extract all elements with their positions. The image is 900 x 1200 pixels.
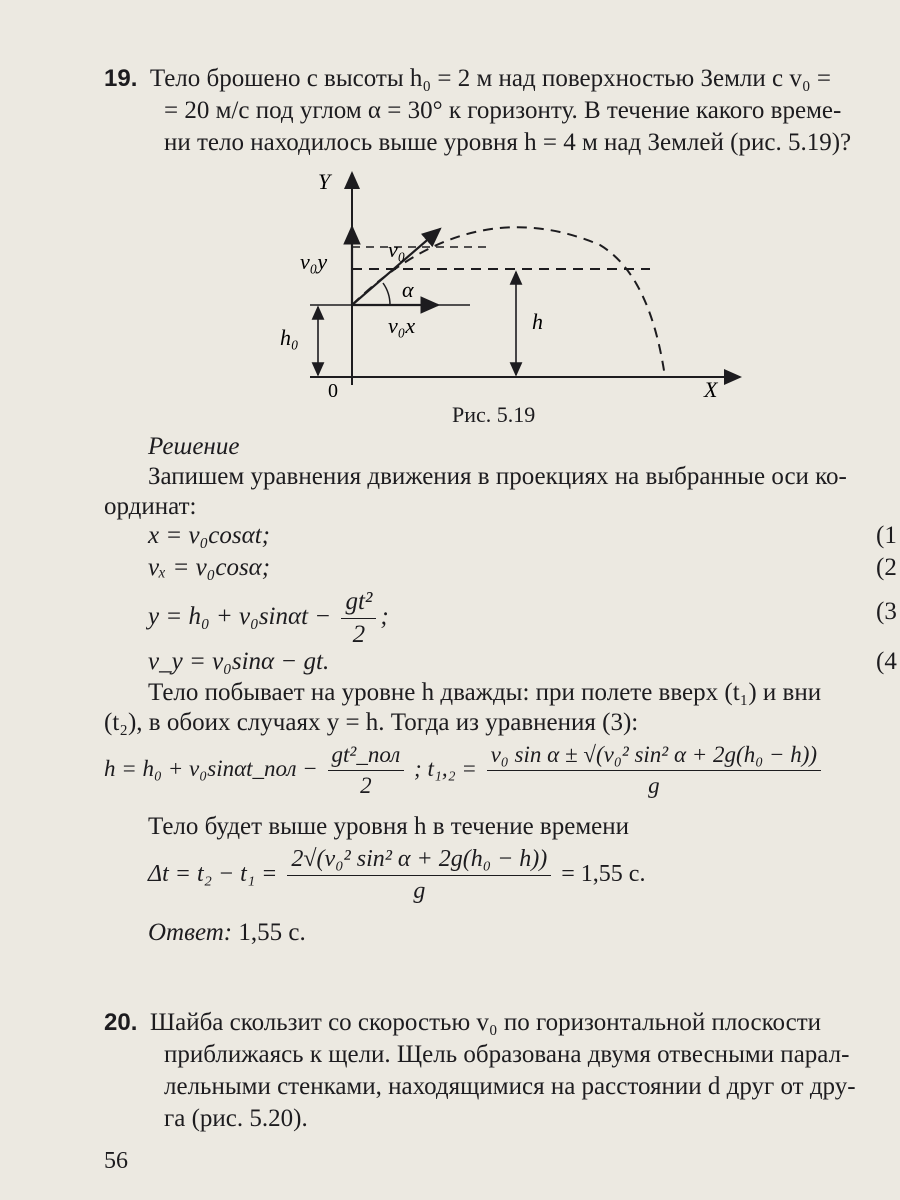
equation-1: x = v₀cosαt; [148,522,270,549]
text-above-level: Тело будет выше уровня h в течение времени [148,813,630,840]
problem-19-line-1 [104,64,831,94]
equation-1-number: (1 [876,522,897,549]
equation-2-number: (2 [876,554,897,581]
problem-19-line-3: ни тело находилось выше уровня h = 4 м над Землей (рис. 5.19)? [164,129,852,156]
x-axis-label: X [704,377,718,402]
problem-20-line-4: га (рис. 5.20). [164,1105,308,1132]
equation-4-number: (4 [876,648,897,675]
equation-3-frac-bottom: 2 [352,621,366,648]
solution-intro-line-1: Запишем уравнения движения в проекциях на выбранные оси ко- [148,463,847,490]
solution-intro-line-2: ординат: [104,493,197,520]
alpha-arc [383,283,390,305]
equation-5 [104,742,825,799]
text-two-times-line-2: (t₂), в обоих случаях y = h. Тогда из уравнения (3): [104,709,639,736]
problem-19-number: 19. [104,65,138,92]
equation-2: vₓ = v₀cosα; [148,554,271,581]
equation-4: v_y = v₀sinα − gt. [148,648,330,675]
problem-20-line-3: лельными стенками, находящимися на расстоянии d друг от дру- [164,1073,856,1100]
equation-3-left: y = h₀ + v₀sinαt − [148,603,332,631]
equation-3-end: ; [380,603,389,631]
problem-19-line-2: = 20 м/с под углом α = 30° к горизонту. В течение какого време- [164,97,842,124]
page-number: 56 [104,1148,128,1174]
answer-value: 1,55 с. [238,919,306,946]
origin-label: 0 [328,380,338,402]
equation-6-frac-bottom: g [413,878,426,904]
h-label: h [532,309,543,334]
problem-20-text-1: Шайба скользит со скоростью v₀ по горизонтальной плоскости [149,1009,821,1036]
equation-5-frac-bottom: 2 [360,773,372,798]
equation-6-result: = 1,55 с. [561,861,646,888]
equation-5-frac-top: gt²_пол [328,742,405,771]
equation-6-frac-top: 2√(v₀² sin² α + 2g(h₀ − h)) [287,846,551,876]
v0x-label: v₀x [388,313,416,338]
text-two-times-line-1: Тело побывает на уровне h дважды: при полете вверх (t₁) и вни [148,679,822,706]
equation-5-frac2-top: v₀ sin α ± √(v₀² sin² α + 2g(h₀ − h)) [487,742,821,771]
problem-20-line-1 [104,1008,821,1038]
v0-label: v₀ [388,237,406,262]
figure-5-19 [270,165,750,405]
equation-5-mid: ; t₁,₂ = [414,755,477,781]
solution-heading: Решение [148,433,240,460]
equation-5-left: h = h₀ + v₀sinαt_пол − [104,755,318,781]
answer [148,918,306,948]
problem-20-number: 20. [104,1009,138,1036]
y-axis-label: Y [318,169,331,194]
problem-19-text-1: Тело брошено с высоты h₀ = 2 м над поверхностью Земли с v₀ = [149,65,831,92]
problem-20-line-2: приближаясь к щели. Щель образована двумя отвесными парал- [164,1041,850,1068]
v0y-label: v₀y [300,249,328,274]
equation-5-frac2-bottom: g [648,773,660,798]
figure-caption: Рис. 5.19 [452,402,536,427]
equation-3-number: (3 [876,598,897,625]
answer-label: Ответ: [148,919,233,946]
equation-6 [148,846,645,905]
equation-3 [148,588,389,649]
alpha-label: α [402,277,414,302]
equation-6-left: Δt = t₂ − t₁ = [148,861,278,888]
h0-label: h₀ [280,325,299,350]
equation-3-frac-top: gt² [341,588,376,619]
